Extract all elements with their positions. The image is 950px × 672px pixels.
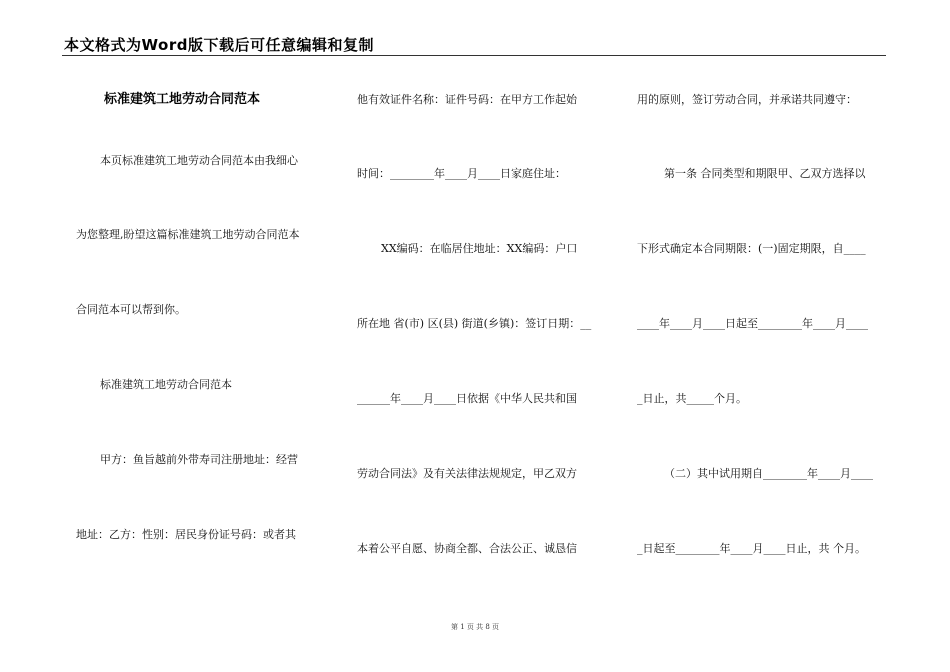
text-line: 合同范本可以帮到你。 (76, 303, 186, 316)
text-line: （二）其中试用期自________年____月____ (664, 467, 873, 480)
text-line: _日起至________年____月____日止，共 个月。 (637, 542, 866, 555)
text-line: 本着公平自愿、协商全都、合法公正、诚恳信 (357, 542, 577, 555)
text-line: ______年____月____日依据《中华人民共和国 (357, 392, 577, 405)
text-line: 为您整理,盼望这篇标准建筑工地劳动合同范本 (76, 228, 300, 241)
text-line: 用的原则，签订劳动合同，并承诺共同遵守： (637, 93, 857, 106)
text-line: _日止，共_____个月。 (637, 392, 747, 405)
text-line: 地址：乙方：性别：居民身份证号码：或者其 (76, 528, 296, 541)
text-column-1 (76, 56, 326, 646)
document-title: 标准建筑工地劳动合同范本 (104, 92, 261, 107)
text-column-2 (357, 56, 607, 646)
text-line: 第一条 合同类型和期限甲、乙双方选择以 (664, 167, 866, 180)
text-line: 劳动合同法》及有关法律法规规定，甲乙双方 (357, 467, 577, 480)
document-page (62, 56, 886, 646)
text-line: 下形式确定本合同期限：(一)固定期限，自____ (637, 242, 866, 255)
download-banner: 本文格式为Word版下载后可任意编辑和复制 (64, 36, 374, 54)
text-line: XX编码：在临居住地址：XX编码：户口 (381, 242, 578, 255)
text-line: 标准建筑工地劳动合同范本 (100, 378, 232, 391)
text-line: 所在地 省(市) 区(县) 街道(乡镇)：签订日期：__ (357, 317, 592, 330)
text-line: 他有效证件名称：证件号码：在甲方工作起始 (357, 93, 577, 106)
text-column-3 (637, 56, 887, 646)
text-line: 甲方：鱼旨越前外带寿司注册地址：经营 (100, 453, 298, 466)
page-footer: 第 1 页 共 8 页 (450, 623, 500, 631)
text-line: 本页标准建筑工地劳动合同范本由我细心 (100, 154, 298, 167)
text-line: ____年____月____日起至________年____月____ (637, 317, 868, 330)
text-line: 时间：________年____月____日家庭住址： (357, 167, 566, 180)
